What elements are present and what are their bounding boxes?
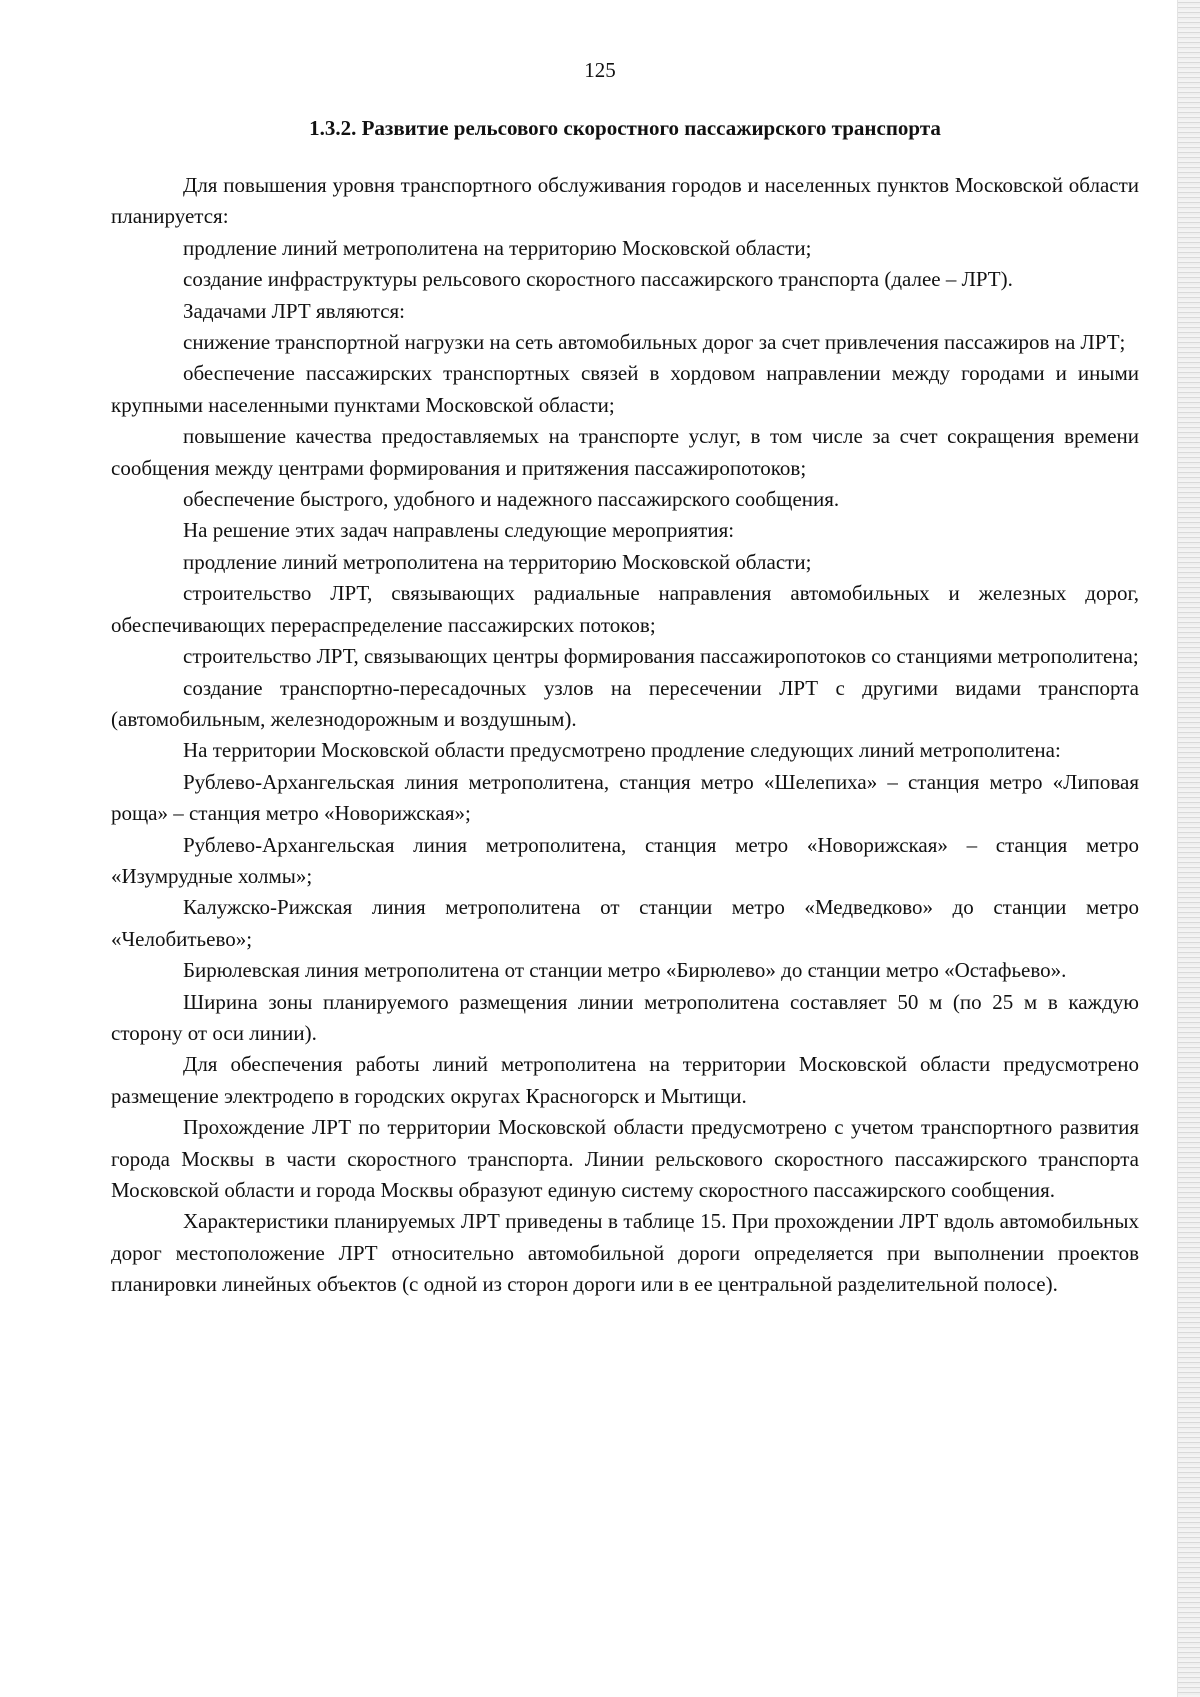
- paragraph: обеспечение быстрого, удобного и надежного пассажирского сообщения.: [183, 487, 840, 512]
- paragraph: создание транспортно-пересадочных узлов на пересечении ЛРТ с другими видами транспорта (автомобильным, железнодорожным и воздушным).: [111, 675, 1139, 731]
- paragraph: Для повышения уровня транспортного обслуживания городов и населенных пунктов Московской области планируется:: [111, 173, 1139, 229]
- paragraph: Бирюлевская линия метрополитена от станции метро «Бирюлево» до станции метро «Остафьево».: [183, 958, 1067, 983]
- paragraph: строительство ЛРТ, связывающих радиальные направления автомобильных и железных дорог, обеспечивающих перераспределение пассажирских потоков;: [111, 581, 1139, 637]
- paragraph: Калужско-Рижская линия метрополитена от станции метро «Медведково» до станции метро «Челобитьево»;: [111, 895, 1139, 951]
- paragraph: Рублево-Архангельская линия метрополитена, станция метро «Новорижская» – станция метро «Изумрудные холмы»;: [111, 832, 1139, 888]
- paragraph: строительство ЛРТ, связывающих центры формирования пассажиропотоков со станциями метрополитена;: [183, 644, 1139, 669]
- paragraph: На решение этих задач направлены следующие мероприятия:: [183, 518, 735, 543]
- paragraph: Прохождение ЛРТ по территории Московской области предусмотрено с учетом транспортного развития города Москвы в части скоростного транспорта. Линии рельскового скоростного пассажирского транспорта Московской области и города Москвы образуют единую систему скоростного пассажирского сообщения.: [111, 1115, 1139, 1202]
- paragraph: Рублево-Архангельская линия метрополитена, станция метро «Шелепиха» – станция метро «Липовая роща» – станция метро «Новорижская»;: [111, 769, 1139, 826]
- page-number: 125: [584, 58, 616, 82]
- paragraph: Для обеспечения работы линий метрополитена на территории Московской области предусмотрено размещение электродепо в городских округах Красногорск и Мытищи.: [111, 1052, 1139, 1108]
- paragraph: продление линий метрополитена на территорию Московской области;: [183, 549, 812, 574]
- section-heading: 1.3.2. Развитие рельсового скоростного пассажирского транспорта: [309, 116, 941, 140]
- paragraph: создание инфраструктуры рельсового скоростного пассажирского транспорта (далее – ЛРТ).: [183, 267, 1013, 292]
- paragraph: Ширина зоны планируемого размещения линии метрополитена составляет 50 м (по 25 м в каждую сторону от оси линии).: [111, 989, 1139, 1045]
- paragraph: продление линий метрополитена на территорию Московской области;: [183, 235, 812, 260]
- paragraph: обеспечение пассажирских транспортных связей в хордовом направлении между городами и иными крупными населенными пунктами Московской области;: [111, 361, 1139, 417]
- paragraph: Характеристики планируемых ЛРТ приведены в таблице 15. При прохождении ЛРТ вдоль автомобильных дорог местоположение ЛРТ относительно автомобильной дороги определяется при выполнении проектов планировки линейных объектов (с одной из сторон дороги или в ее центральной разделительной полосе).: [111, 1209, 1139, 1297]
- paragraph: На территории Московской области предусмотрено продление следующих линий метрополитена:: [183, 738, 1061, 763]
- paragraph: повышение качества предоставляемых на транспорте услуг, в том числе за счет сокращения времени сообщения между центрами формирования и притяжения пассажиропотоков;: [111, 424, 1139, 480]
- paragraph: снижение транспортной нагрузки на сеть автомобильных дорог за счет привлечения пассажиров на ЛРТ;: [183, 330, 1126, 355]
- paragraph: Задачами ЛРТ являются:: [183, 298, 406, 323]
- scan-edge-artifact: [1177, 0, 1200, 1697]
- body-text: [111, 170, 1139, 1301]
